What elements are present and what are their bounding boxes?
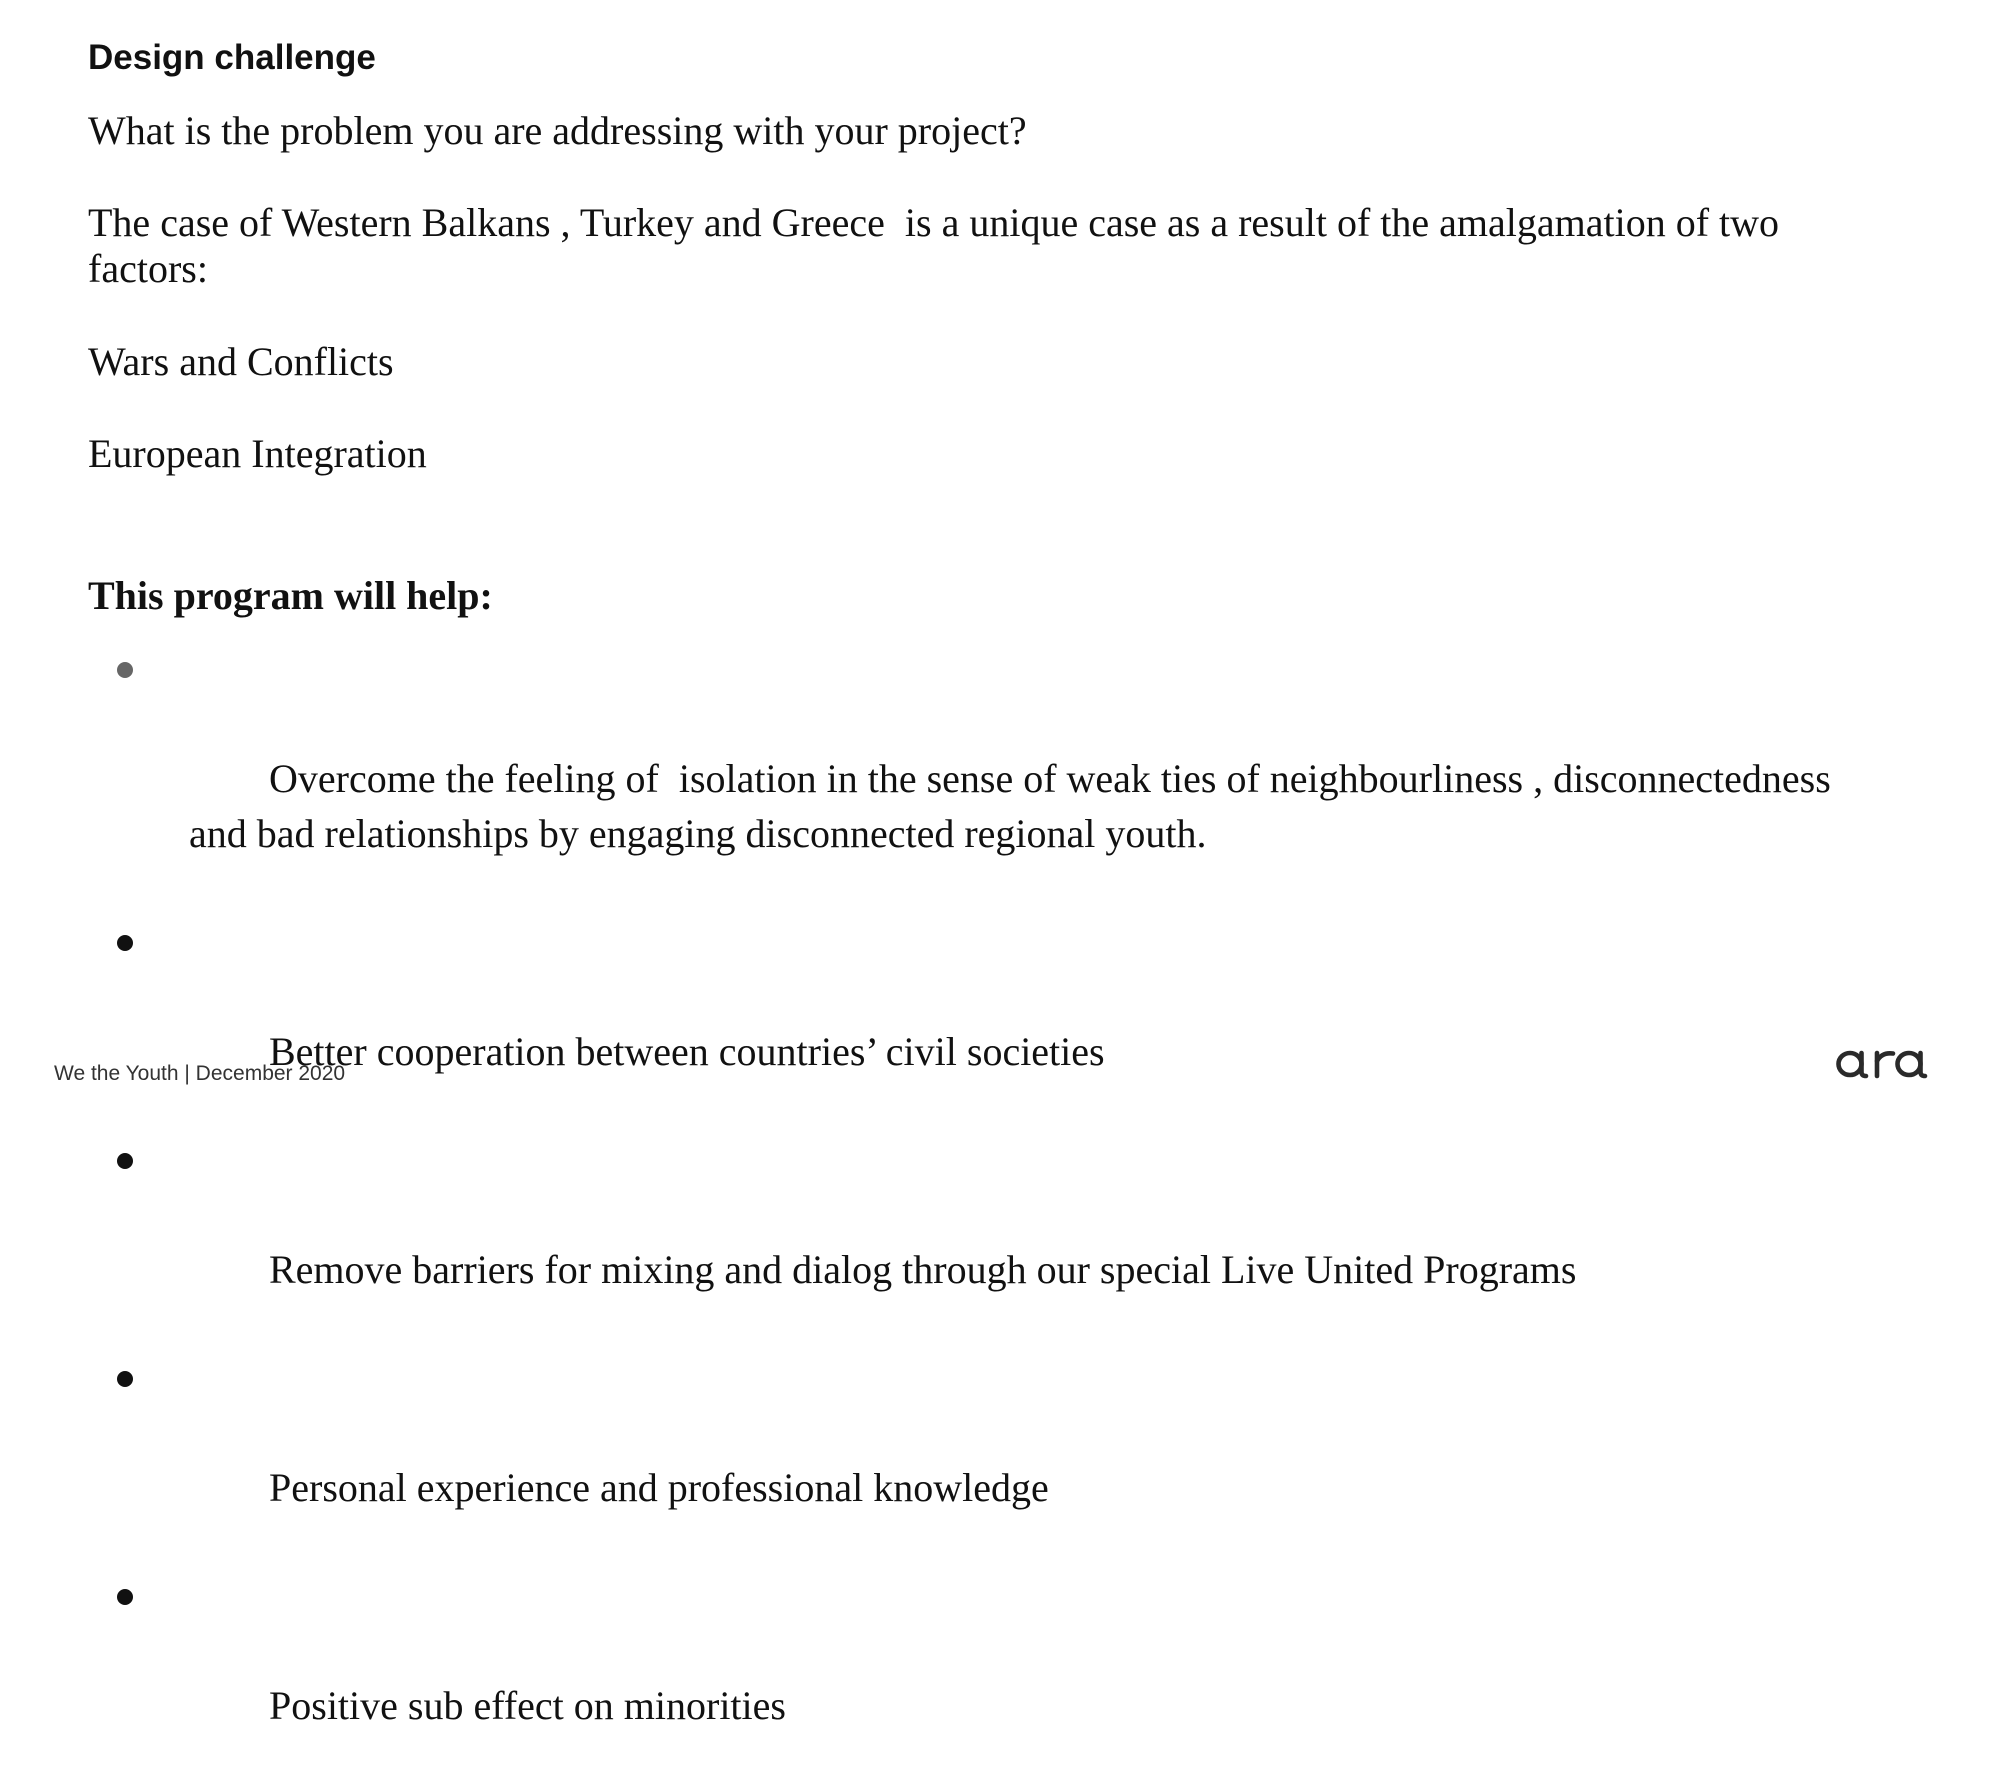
help-title: This program will help: [88, 573, 493, 618]
list-item [88, 1352, 1888, 1570]
list-item-text: Personal experience and professional knowledge [269, 1464, 1049, 1510]
list-item [88, 1134, 1888, 1352]
footer-text: We the Youth | December 2020 [54, 1062, 346, 1085]
case-text: The case of Western Balkans , Turkey and Greece is a unique case as a result of the amalgamation of two factors: [88, 200, 1790, 291]
list-item-text: Better cooperation between countries’ civil societies [269, 1028, 1105, 1074]
problem-question: What is the problem you are addressing with your project? [88, 108, 1027, 153]
slide-body [88, 108, 1888, 1788]
bullet-icon [117, 935, 133, 951]
slide-heading: Design challenge [88, 38, 376, 77]
bullet-icon [117, 1371, 133, 1387]
factor-item: Wars and Conflicts [88, 339, 394, 384]
list-item-text: Remove barriers for mixing and dialog through our special Live United Programs [269, 1246, 1577, 1292]
benefits-list [88, 643, 1888, 1788]
list-item [88, 1570, 1888, 1788]
list-item-text: Overcome the feeling of isolation in the sense of weak ties of neighbourliness , disconnectedness and bad relationships by engaging disconnected regional youth. [189, 756, 1841, 856]
factor-item: European Integration [88, 431, 427, 476]
list-item-text: Positive sub effect on minorities [269, 1682, 786, 1728]
bullet-icon [117, 1153, 133, 1169]
list-item [88, 643, 1888, 916]
bullet-icon [117, 1589, 133, 1605]
list-item [88, 916, 1888, 1134]
ara-logo-icon [1836, 1042, 1934, 1087]
bullet-icon [117, 662, 133, 678]
